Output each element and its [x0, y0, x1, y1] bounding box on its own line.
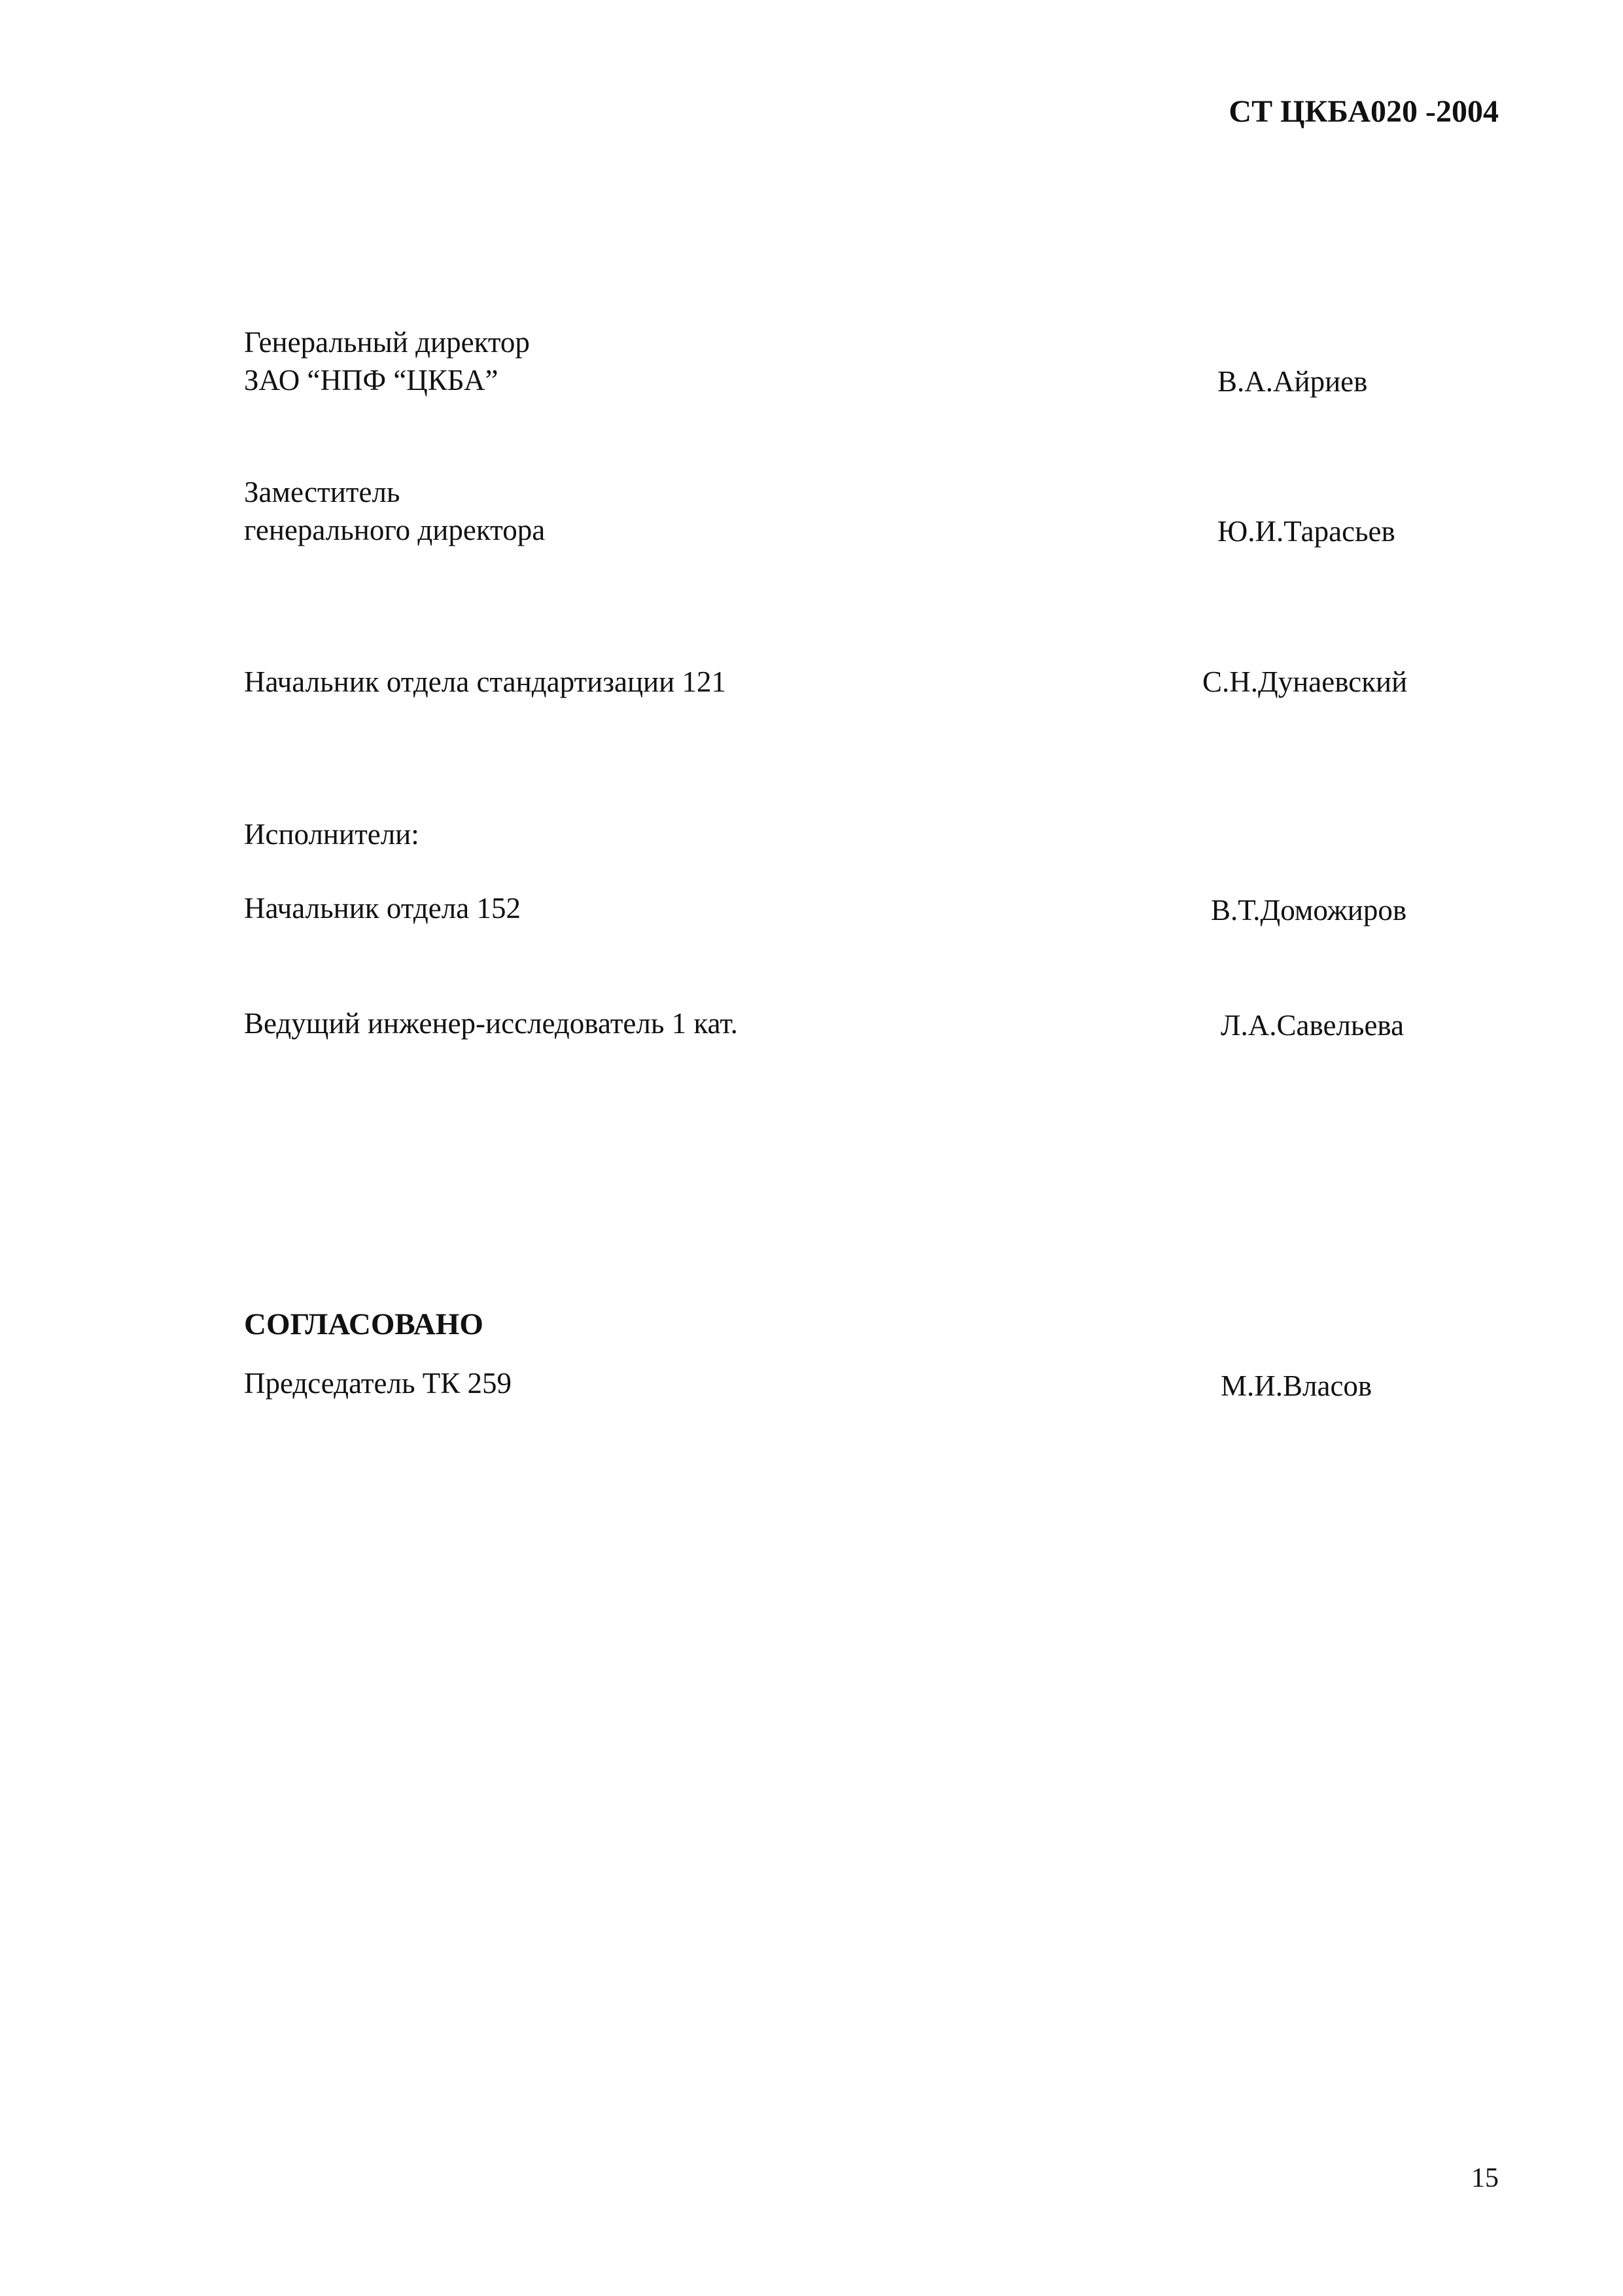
signatory-role-deputy-director: [244, 473, 545, 549]
role-line: Заместитель: [244, 476, 400, 508]
page-number: 15: [1471, 2163, 1499, 2193]
signatory-name-deputy-director: Ю.И.Тарасьев: [1217, 515, 1395, 548]
signatory-name-general-director: В.А.Айриев: [1217, 365, 1368, 398]
document-code: СТ ЦКБА020 -2004: [1229, 94, 1499, 129]
executors-title: Исполнители:: [244, 818, 419, 851]
signatory-role-general-director: [244, 323, 530, 399]
approval-title: СОГЛАСОВАНО: [244, 1307, 483, 1341]
executor-name-lead-engineer: Л.А.Савельева: [1221, 1009, 1405, 1042]
executor-role-dept-152: Начальник отдела 152: [244, 892, 521, 925]
approval-role: Председатель ТК 259: [244, 1367, 512, 1400]
role-line: Генеральный директор: [244, 326, 530, 359]
signatory-name-standardization-head: С.Н.Дунаевский: [1202, 665, 1408, 698]
approval-name: М.И.Власов: [1221, 1369, 1372, 1402]
signatory-role-standardization-head: [244, 663, 726, 701]
role-line: Начальник отдела стандартизации 121: [244, 665, 726, 698]
role-line: ЗАО “НПФ “ЦКБА”: [244, 364, 498, 397]
executor-role-lead-engineer: Ведущий инженер-исследователь 1 кат.: [244, 1007, 738, 1040]
role-line: генерального директора: [244, 514, 546, 546]
executor-name-dept-152: В.Т.Доможиров: [1211, 894, 1407, 927]
